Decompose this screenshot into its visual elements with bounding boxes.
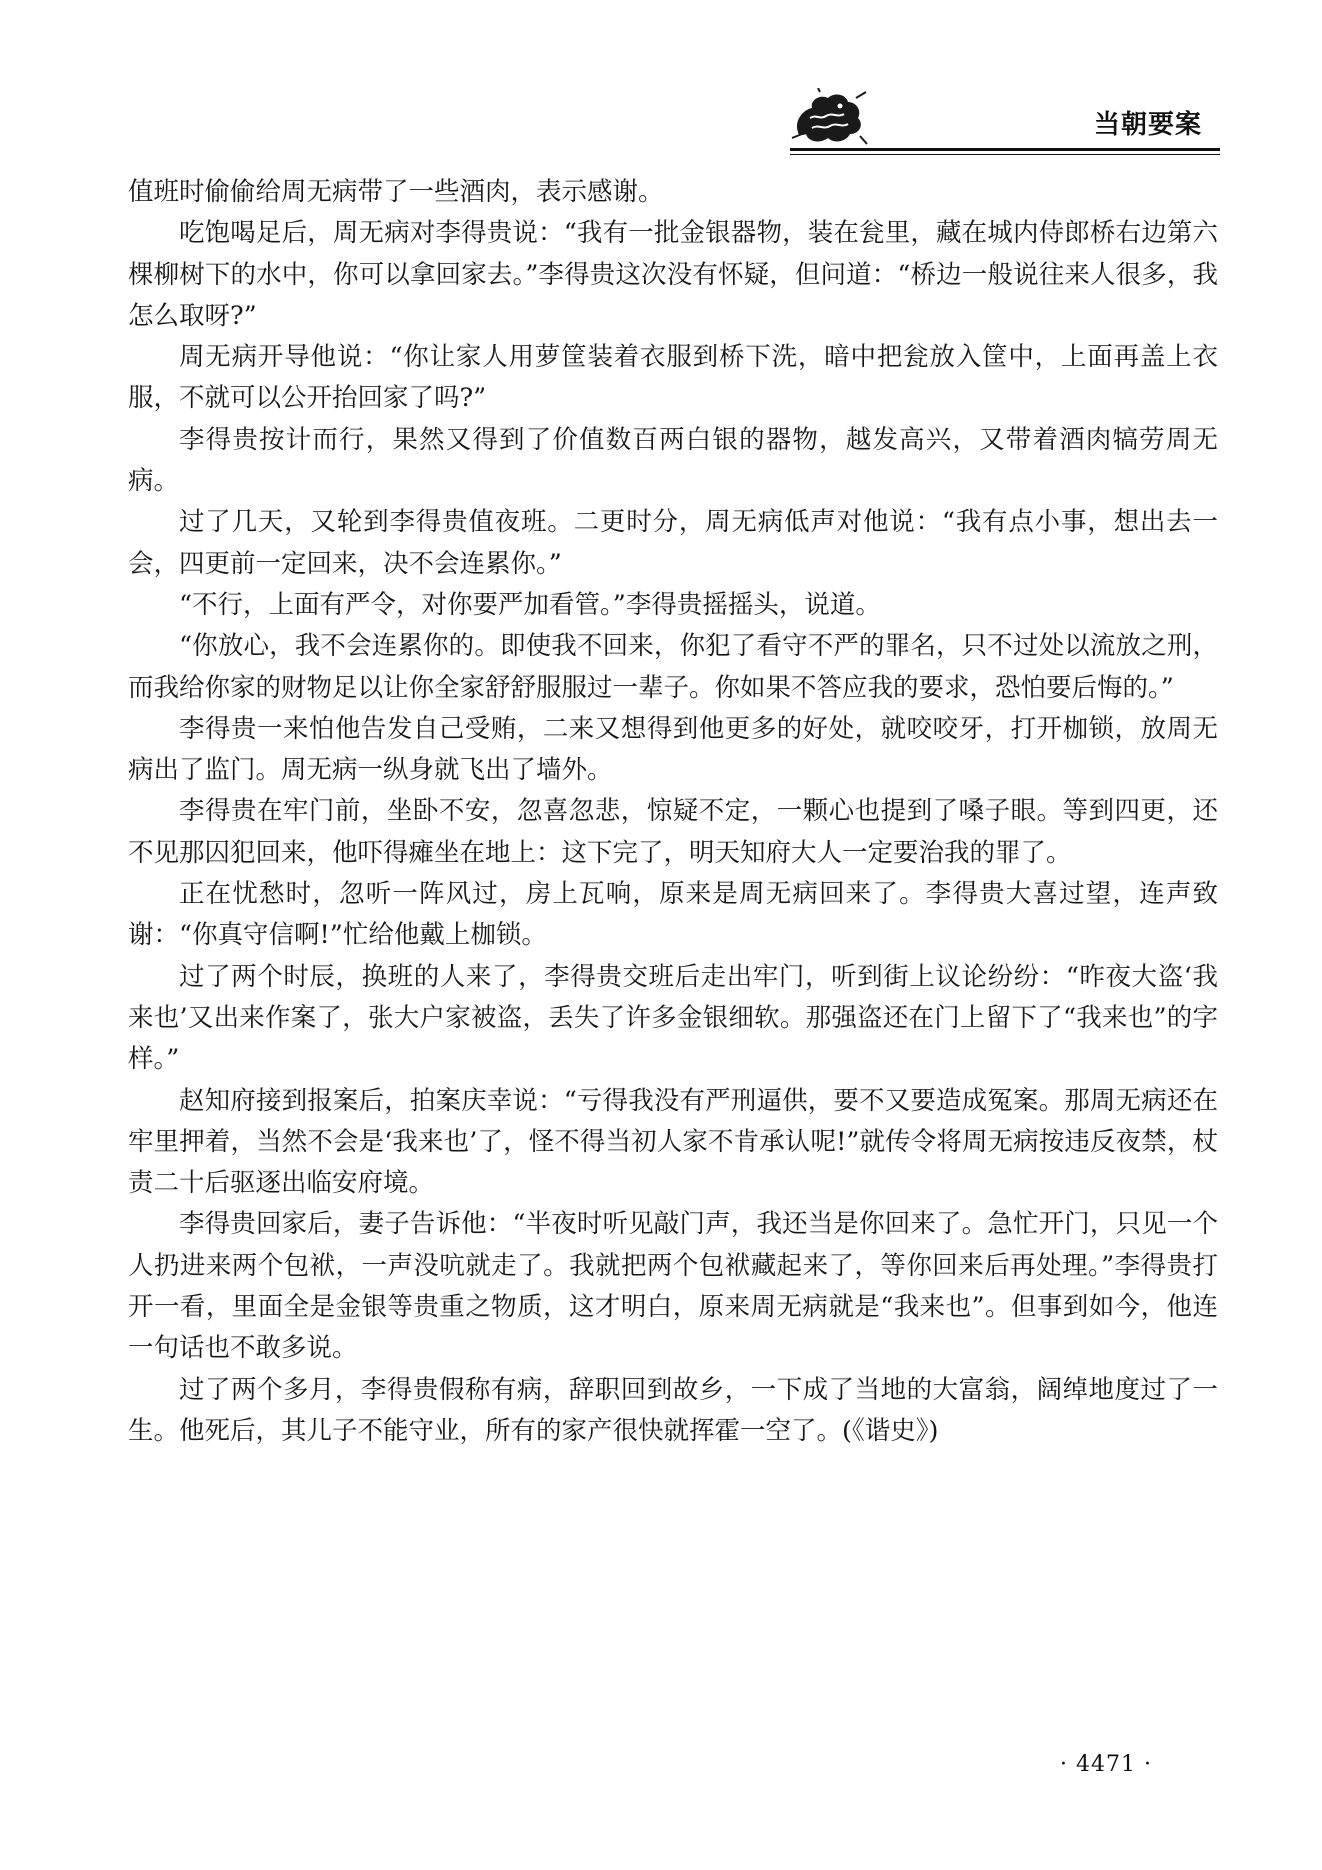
header-rule-thick <box>790 148 1220 151</box>
paragraph: 过了几天，又轮到李得贵值夜班。二更时分，周无病低声对他说：“我有点小事，想出去一会，四更前一定回来，决不会连累你。” <box>128 507 1218 579</box>
paragraph: 赵知府接到报案后，拍案庆幸说：“亏得我没有严刑逼供，要不又要造成冤案。那周无病还在牢里押着，当然不会是‘我来也’了，怪不得当初人家不肯承认呢!”就传令将周无病按违反夜禁，杖责二十后驱逐出临安府境。 <box>128 1085 1218 1199</box>
running-header <box>790 88 1220 160</box>
paragraph: 值班时偷偷给周无病带了一些酒肉，表示感谢。 <box>128 177 664 207</box>
paragraph: 李得贵回家后，妻子告诉他：“半夜时听见敲门声，我还当是你回来了。急忙开门，只见一个人扔进来两个包袱，一声没吭就走了。我就把两个包袱藏起来了，等你回来后再处理。”李得贵打开一看，里面全是金银等贵重之物质，这才明白，原来周无病就是“我来也”。但事到如今，他连一句话也不敢多说。 <box>128 1209 1218 1364</box>
paragraph: “不行，上面有严令，对你要严加看管。”李得贵摇摇头，说道。 <box>179 589 881 620</box>
paragraph: 正在忧愁时，忽听一阵风过，房上瓦响，原来是周无病回来了。李得贵大喜过望，连声致谢：“你真守信啊!”忙给他戴上枷锁。 <box>128 879 1218 951</box>
paragraph: 过了两个多月，李得贵假称有病，辞职回到故乡，一下成了当地的大富翁，阔绰地度过了一生。他死后，其儿子不能守业，所有的家产很快就挥霍一空了。(《谐史》) <box>128 1374 1218 1446</box>
page-number: · 4471 · <box>1060 1752 1152 1777</box>
header-title: 当朝要案 <box>1093 110 1202 140</box>
paragraph: 李得贵一来怕他告发自己受贿，二来又想得到他更多的好处，就咬咬牙，打开枷锁，放周无病出了监门。周无病一纵身就飞出了墙外。 <box>128 713 1218 786</box>
paragraph: 过了两个时辰，换班的人来了，李得贵交班后走出牢门，听到街上议论纷纷：“昨夜大盗‘我来也’又出来作案了，张大户家被盗，丢失了许多金银细软。那强盗还在门上留下了“我来也”的字样。” <box>128 961 1218 1075</box>
paragraph: 李得贵在牢门前，坐卧不安，忽喜忽悲，惊疑不定，一颗心也提到了嗓子眼。等到四更，还不见那囚犯回来，他吓得瘫坐在地上：这下完了，明天知府大人一定要治我的罪了。 <box>128 796 1218 868</box>
paragraph: 周无病开导他说：“你让家人用萝筐装着衣服到桥下洗，暗中把瓮放入筐中，上面再盖上衣服，不就可以公开抬回家了吗?” <box>128 342 1218 414</box>
paragraph: “你放心，我不会连累你的。即使我不回来，你犯了看守不严的罪名，只不过处以流放之刑，而我给你家的财物足以让你全家舒舒服服过一辈子。你如果不答应我的要求，恐怕要后悔的。” <box>128 631 1218 703</box>
header-rule-thin <box>790 154 1220 155</box>
paragraph: 李得贵按计而行，果然又得到了价值数百两白银的器物，越发高兴，又带着酒肉犒劳周无病。 <box>128 424 1218 497</box>
dragon-emblem-icon <box>790 88 868 148</box>
body-text <box>128 172 1218 1452</box>
paragraph: 吃饱喝足后，周无病对李得贵说：“我有一批金银器物，装在瓮里，藏在城内侍郎桥右边第六棵柳树下的水中，你可以拿回家去。”李得贵这次没有怀疑，但问道：“桥边一般说往来人很多，我怎么取呀?” <box>128 218 1218 331</box>
